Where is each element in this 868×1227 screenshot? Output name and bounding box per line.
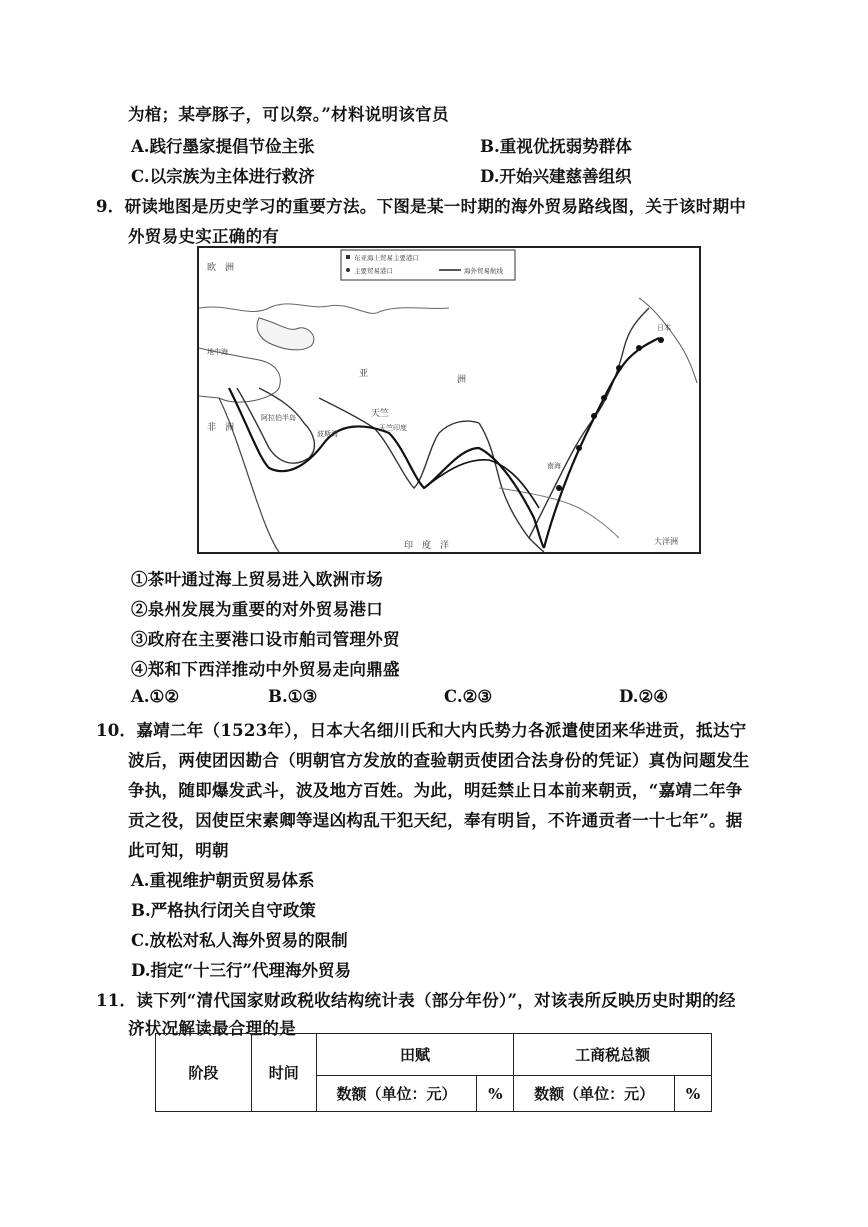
q10-stem-line1: 10．嘉靖二年（1523年），日本大名细川氏和大内氏势力各派遣使团来华进贡，抵达宁 bbox=[96, 721, 747, 740]
label-japan: 日本 bbox=[657, 324, 671, 332]
port-dengzhou bbox=[616, 365, 622, 371]
q9-stem-line2: 外贸易史实正确的有 bbox=[128, 227, 280, 246]
q10-option-d[interactable]: D.指定“十三行”代理海外贸易 bbox=[131, 961, 351, 980]
q11-stem-line2: 济状况解读最合理的是 bbox=[128, 1019, 296, 1038]
q10-option-c[interactable]: C.放松对私人海外贸易的限制 bbox=[131, 931, 348, 950]
header-commerce-tax: 工商税总额 bbox=[514, 1034, 712, 1076]
port-korea bbox=[636, 345, 642, 351]
q8-option-a[interactable]: A.践行墨家提倡节俭主张 bbox=[131, 137, 315, 156]
header-stage: 阶段 bbox=[156, 1034, 252, 1112]
caspian-sea bbox=[257, 318, 314, 350]
port-hangzhou bbox=[601, 395, 607, 401]
legend-label-major: 东亚海上贸易主要港口 bbox=[354, 254, 419, 262]
q8-option-c[interactable]: C.以宗族为主体进行救济 bbox=[131, 167, 315, 186]
q10-stem-line3: 争执，随即爆发武斗，波及地方百姓。为此，明廷禁止日本前来朝贡，“嘉靖二年争 bbox=[128, 781, 743, 800]
q9-option-b[interactable]: B.①③ bbox=[268, 687, 318, 706]
q10-stem-line2: 波后，两使团因勘合（明朝官方发放的查验朝贡使团合法身份的凭证）真伪问题发生 bbox=[128, 751, 750, 770]
q9-statement-2: ②泉州发展为重要的对外贸易港口 bbox=[131, 600, 383, 619]
coast-mediterranean bbox=[199, 348, 280, 402]
q11-stem-line1: 11．读下列“清代国家财政税收结构统计表（部分年份）”，对该表所反映历史时期的经 bbox=[96, 991, 736, 1010]
coast-indochina bbox=[479, 423, 544, 552]
label-persian-gulf: 波斯湾 bbox=[317, 430, 338, 438]
coast-china bbox=[529, 308, 649, 538]
coast-arabia bbox=[237, 388, 314, 463]
port-quanzhou bbox=[576, 445, 582, 451]
legend-label-port: 主要贸易港口 bbox=[354, 267, 393, 275]
subheader-land-amount: 数额（单位：元） bbox=[316, 1076, 477, 1112]
label-arabia: 阿拉伯半岛 bbox=[261, 414, 296, 422]
subheader-commerce-amount: 数额（单位：元） bbox=[514, 1076, 675, 1112]
q8-option-d[interactable]: D.开始兴建慈善组织 bbox=[480, 167, 632, 186]
label-oceania: 大洋洲 bbox=[654, 537, 678, 546]
legend-label-route: 海外贸易航线 bbox=[464, 267, 503, 275]
subheader-land-pct: % bbox=[477, 1076, 514, 1112]
q9-option-d[interactable]: D.②④ bbox=[619, 687, 669, 706]
port-guangzhou bbox=[556, 485, 562, 491]
q9-statement-1: ①茶叶通过海上贸易进入欧洲市场 bbox=[131, 570, 383, 589]
coast-japan bbox=[639, 298, 697, 383]
q10-stem-line5: 此可知，明朝 bbox=[128, 841, 229, 860]
coast-europe bbox=[199, 304, 449, 313]
label-mediterranean: 地中海 bbox=[207, 348, 228, 356]
label-south-china-sea: 南海 bbox=[547, 462, 561, 470]
label-asia: 亚 bbox=[359, 369, 369, 379]
q9-option-c[interactable]: C.②③ bbox=[444, 687, 493, 706]
subheader-commerce-pct: % bbox=[675, 1076, 712, 1112]
legend-port-icon bbox=[346, 268, 350, 272]
legend-port-major-icon bbox=[346, 255, 350, 259]
q8-option-b[interactable]: B.重视优抚弱势群体 bbox=[480, 137, 632, 156]
header-land-tax: 田赋 bbox=[316, 1034, 514, 1076]
q9-statement-3: ③政府在主要港口设市舶司管理外贸 bbox=[131, 630, 400, 649]
coast-india bbox=[319, 398, 479, 488]
label-africa: 非 洲 bbox=[207, 423, 235, 433]
q10-option-b[interactable]: B.严格执行闭关自守政策 bbox=[131, 901, 316, 920]
label-zhou: 洲 bbox=[457, 375, 467, 385]
route-east bbox=[544, 338, 659, 548]
q8-stem-tail: 为棺；某亭豚子，可以祭。”材料说明该官员 bbox=[128, 105, 449, 124]
label-tianzhu: 天竺 bbox=[371, 409, 390, 419]
label-india: 天竺印度 bbox=[379, 424, 407, 432]
q10-option-a[interactable]: A.重视维护朝贡贸易体系 bbox=[131, 871, 315, 890]
q9-option-a[interactable]: A.①② bbox=[131, 687, 180, 706]
tax-structure-table bbox=[155, 1033, 712, 1112]
route-south bbox=[424, 460, 539, 508]
header-time: 时间 bbox=[251, 1034, 316, 1112]
port-japan bbox=[658, 337, 664, 343]
q9-stem-line1: 9．研读地图是历史学习的重要方法。下图是某一时期的海外贸易路线图，关于该时期中 bbox=[96, 197, 747, 216]
map-drawing bbox=[199, 248, 699, 552]
q9-statement-4: ④郑和下西洋推动中外贸易走向鼎盛 bbox=[131, 660, 400, 679]
label-europe: 欧 洲 bbox=[207, 263, 235, 273]
coast-islands bbox=[499, 488, 619, 538]
label-indian-ocean: 印 度 洋 bbox=[404, 541, 450, 551]
trade-route-map bbox=[197, 246, 701, 554]
port-mingzhou bbox=[591, 413, 597, 419]
q10-stem-line4: 贡之役，因使臣宋素卿等逞凶构乱干犯天纪，奉有明旨，不许通贡者一十七年”。据 bbox=[128, 811, 743, 830]
